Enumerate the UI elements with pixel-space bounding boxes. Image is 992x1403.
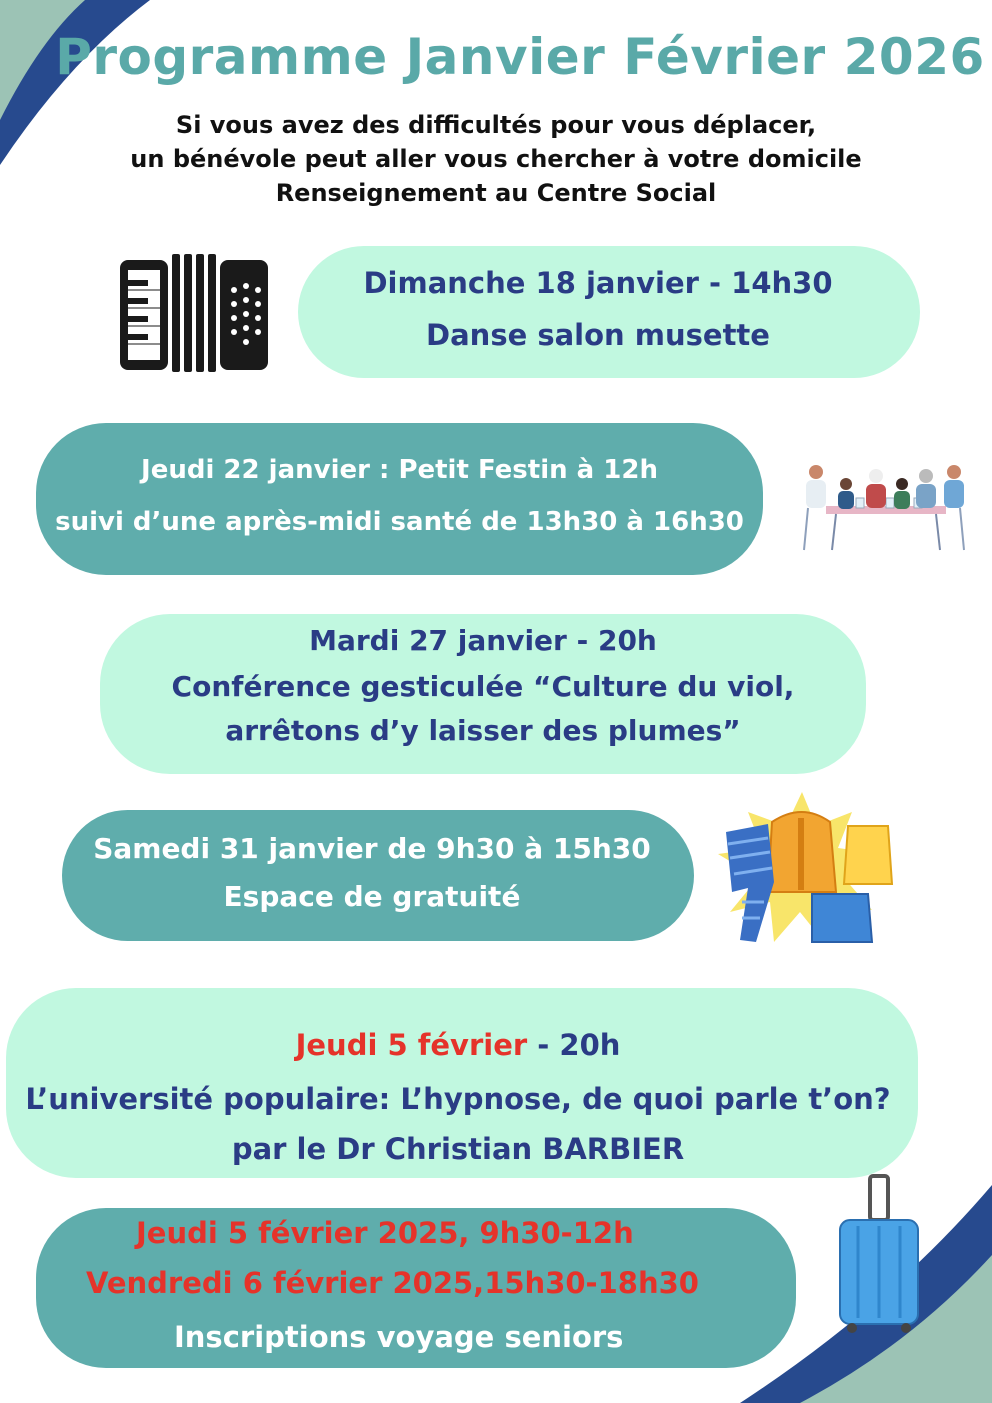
event-date-highlight: Jeudi 5 février [295,1028,528,1062]
event-card [62,810,694,941]
event-title: L’université populaire: L’hypnose, de quoi parle t’on? [25,1082,891,1116]
intro-line: un bénévole peut aller vous chercher à votre domicile [130,145,862,173]
event-date: Jeudi 22 janvier : Petit Festin à 12h [141,455,658,485]
intro-text [0,108,992,210]
event-title: arrêtons d’y laisser des plumes” [225,714,741,747]
event-card [36,423,763,575]
family-meal-illustration [796,462,968,554]
page-title: Programme Janvier Février 2026 [55,28,985,86]
event-date: Dimanche 18 janvier - 14h30 [363,266,833,300]
event-speaker: par le Dr Christian BARBIER [231,1132,685,1166]
suitcase-illustration [836,1174,922,1334]
intro-line: Si vous avez des difficultés pour vous déplacer, [175,111,817,139]
event-time: - 20h [527,1028,621,1062]
event-title: Espace de gratuité [223,880,521,913]
event-date [6,1028,910,1062]
event-date: Vendredi 6 février 2025,15h30-18h30 [86,1266,699,1300]
event-title: suivi d’une après-midi santé de 13h30 à 16h30 [55,507,744,537]
event-title: Danse salon musette [426,318,770,352]
event-date: Jeudi 5 février 2025, 9h30-12h [136,1216,634,1250]
event-card [6,988,918,1178]
event-card [36,1208,796,1368]
event-date: Mardi 27 janvier - 20h [309,624,657,657]
event-card [100,614,866,774]
accordion-icon [118,250,270,380]
event-date: Samedi 31 janvier de 9h30 à 15h30 [93,832,651,865]
event-title: Conférence gesticulée “Culture du viol, [171,670,795,703]
intro-line: Renseignement au Centre Social [275,179,717,207]
event-card [298,246,920,378]
event-title: Inscriptions voyage seniors [174,1320,624,1354]
clothes-illustration [712,792,898,960]
